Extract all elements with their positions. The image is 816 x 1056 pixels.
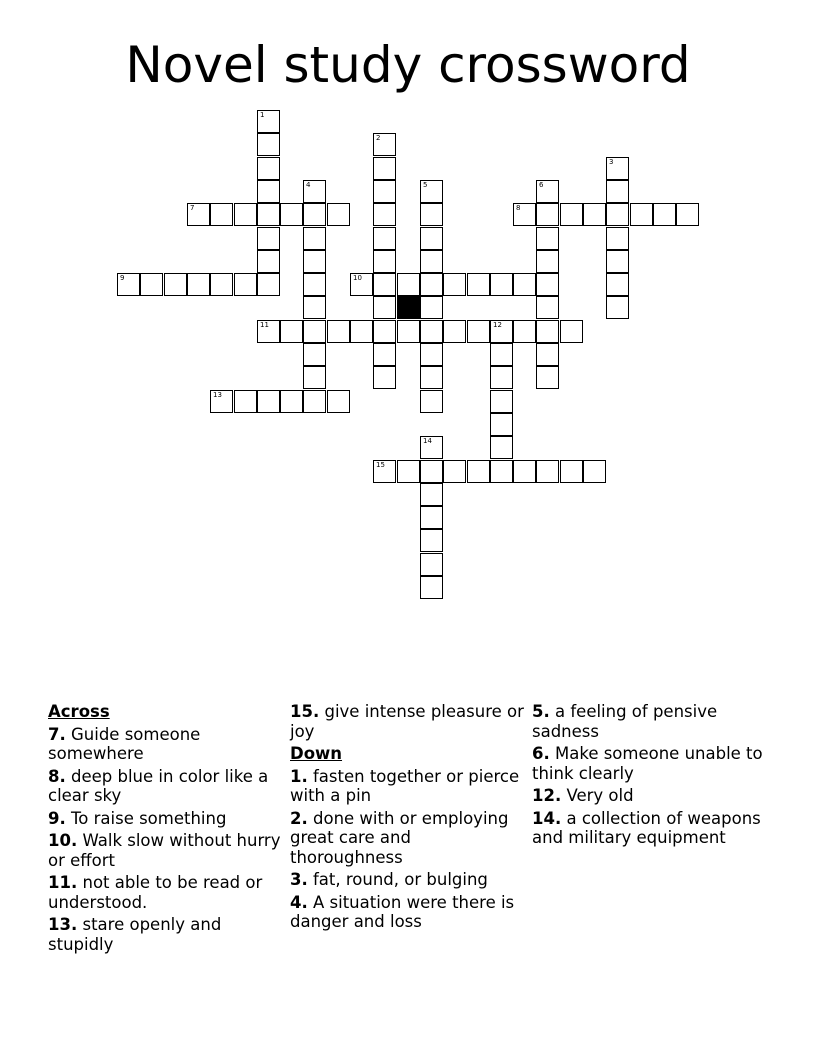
cell-input[interactable] [444,322,465,343]
clue-text: not able to be read or understood. [48,873,263,912]
grid-cell[interactable] [606,273,629,296]
clue-text: a feeling of pensive sadness [532,702,718,741]
cell-input[interactable] [258,182,279,203]
cell-input[interactable] [421,368,442,389]
grid-cell[interactable] [420,390,443,413]
cell-input[interactable] [141,275,162,296]
cell-number: 5 [423,181,428,189]
grid-cell[interactable] [536,320,559,343]
cell-input[interactable] [281,322,302,343]
grid-cell[interactable] [420,343,443,366]
grid-cell[interactable] [420,460,443,483]
grid-cell[interactable] [583,203,606,226]
cell-input[interactable] [654,205,675,226]
cell-input[interactable] [491,368,512,389]
cell-input[interactable] [537,252,558,273]
clue-text: Guide someone somewhere [48,724,201,763]
grid-cell[interactable] [560,203,583,226]
grid-cell[interactable] [257,133,280,156]
cell-input[interactable] [235,275,256,296]
grid-cell[interactable] [303,250,326,273]
cell-number: 2 [376,134,381,142]
cell-input[interactable] [421,578,442,599]
cell-input[interactable] [421,205,442,226]
cell-input[interactable] [281,205,302,226]
clues-column-3 [532,702,768,851]
cell-input[interactable] [537,345,558,366]
cell-input[interactable] [537,322,558,343]
clue-across-9 [48,809,284,829]
grid-cell[interactable] [210,390,233,413]
clue-text: Very old [566,786,634,805]
grid-cell[interactable] [257,227,280,250]
grid-cell[interactable] [467,320,490,343]
grid-cell[interactable] [397,320,420,343]
clue-down-5 [532,702,768,741]
grid-cell[interactable] [420,436,443,459]
grid-cell[interactable] [420,366,443,389]
grid-cell[interactable] [210,273,233,296]
cell-input[interactable] [607,298,628,319]
grid-cell[interactable] [373,157,396,180]
cell-input[interactable] [374,322,395,343]
cell-input[interactable] [584,462,605,483]
cell-input[interactable] [258,275,279,296]
clue-down-4 [290,893,526,932]
clue-number: 6. [532,744,550,763]
cell-input[interactable] [631,205,652,226]
cell-input[interactable] [211,205,232,226]
grid-cell[interactable] [490,413,513,436]
cell-input[interactable] [328,392,349,413]
cell-input[interactable] [421,229,442,250]
cell-input[interactable] [235,205,256,226]
grid-cell[interactable] [327,203,350,226]
cell-input[interactable] [258,252,279,273]
clue-text: Walk slow without hurry or effort [48,831,281,870]
grid-cell[interactable] [257,320,280,343]
cell-input[interactable] [374,135,395,156]
blocked-cell [397,296,420,319]
clue-down-3 [290,870,526,890]
grid-cell[interactable] [420,483,443,506]
grid-cell[interactable] [536,180,559,203]
cell-input[interactable] [491,322,512,343]
grid-cell[interactable] [420,529,443,552]
cell-input[interactable] [537,229,558,250]
cell-input[interactable] [537,205,558,226]
grid-cell[interactable] [490,320,513,343]
clue-down-2 [290,809,526,868]
grid-cell[interactable] [490,343,513,366]
grid-cell[interactable] [443,273,466,296]
cell-input[interactable] [188,205,209,226]
cell-input[interactable] [211,275,232,296]
cell-input[interactable] [258,229,279,250]
clue-across-15 [290,702,526,741]
cell-input[interactable] [211,392,232,413]
clue-text: stare openly and stupidly [48,915,222,954]
grid-cell[interactable] [257,203,280,226]
grid-cell[interactable] [420,203,443,226]
grid-cell[interactable] [676,203,699,226]
cell-input[interactable] [537,275,558,296]
cell-input[interactable] [561,462,582,483]
clue-number: 13. [48,915,78,934]
grid-cell[interactable] [443,320,466,343]
grid-cell[interactable] [303,203,326,226]
clue-number: 3. [290,870,308,889]
cell-number: 1 [260,111,265,119]
cell-input[interactable] [258,112,279,133]
cell-input[interactable] [374,205,395,226]
cell-input[interactable] [258,135,279,156]
grid-cell[interactable] [420,296,443,319]
cell-input[interactable] [374,298,395,319]
clue-number: 2. [290,808,308,828]
cell-input[interactable] [607,182,628,203]
grid-cell[interactable] [536,250,559,273]
grid-cell[interactable] [373,366,396,389]
grid-cell[interactable] [303,227,326,250]
cell-input[interactable] [188,275,209,296]
cell-input[interactable] [491,392,512,413]
cell-input[interactable] [607,252,628,273]
grid-cell[interactable] [420,506,443,529]
cell-input[interactable] [351,275,372,296]
clue-text: a collection of weapons and military equipment [532,808,761,847]
grid-cell[interactable] [536,460,559,483]
grid-cell[interactable] [280,203,303,226]
clue-across-7 [48,725,284,764]
grid-cell[interactable] [257,110,280,133]
clue-number: 4. [290,892,308,912]
cell-input[interactable] [421,182,442,203]
cell-input[interactable] [421,438,442,459]
clues-column-2 [290,702,526,935]
cell-number: 10 [353,274,362,282]
grid-cell[interactable] [350,320,373,343]
cell-input[interactable] [514,205,535,226]
clue-down-12 [532,786,768,806]
clue-text: give intense pleasure or joy [290,702,524,741]
grid-cell[interactable] [513,460,536,483]
clue-number: 14. [532,808,562,828]
grid-cell[interactable] [234,203,257,226]
grid-cell[interactable] [653,203,676,226]
grid-cell[interactable] [490,460,513,483]
clue-number: 7. [48,724,66,744]
grid-cell[interactable] [606,227,629,250]
grid-cell[interactable] [280,390,303,413]
cell-input[interactable] [514,275,535,296]
grid-cell[interactable] [536,203,559,226]
cell-input[interactable] [537,462,558,483]
cell-number: 3 [609,158,614,166]
grid-cell[interactable] [420,227,443,250]
cell-input[interactable] [281,392,302,413]
cell-input[interactable] [258,159,279,180]
grid-cell[interactable] [630,203,653,226]
grid-cell[interactable] [420,576,443,599]
cell-input[interactable] [351,322,372,343]
cell-input[interactable] [421,275,442,296]
grid-cell[interactable] [350,273,373,296]
cell-input[interactable] [304,298,325,319]
grid-cell[interactable] [536,366,559,389]
grid-cell[interactable] [257,390,280,413]
grid-cell[interactable] [303,180,326,203]
grid-cell[interactable] [490,273,513,296]
cell-number: 9 [120,274,125,282]
cell-input[interactable] [398,322,419,343]
cell-input[interactable] [444,275,465,296]
grid-cell[interactable] [327,320,350,343]
grid-cell[interactable] [373,296,396,319]
cell-input[interactable] [537,298,558,319]
grid-cell[interactable] [140,273,163,296]
clue-text: done with or employing great care and thoroughness [290,808,509,867]
down-heading: Down [290,744,343,763]
grid-cell[interactable] [373,273,396,296]
cell-number: 8 [516,204,521,212]
cell-input[interactable] [607,229,628,250]
cell-input[interactable] [374,229,395,250]
clue-across-8 [48,767,284,806]
grid-cell[interactable] [257,157,280,180]
grid-cell[interactable] [210,203,233,226]
cell-input[interactable] [607,205,628,226]
clue-text: To raise something [71,808,227,828]
grid-cell[interactable] [234,390,257,413]
grid-cell[interactable] [187,203,210,226]
grid-cell[interactable] [420,180,443,203]
clue-number: 15. [290,702,320,721]
grid-cell[interactable] [327,390,350,413]
grid-cell[interactable] [606,296,629,319]
cell-input[interactable] [561,205,582,226]
cell-input[interactable] [468,275,489,296]
cell-input[interactable] [421,392,442,413]
grid-cell[interactable] [280,320,303,343]
cell-input[interactable] [421,298,442,319]
cell-input[interactable] [304,252,325,273]
cell-input[interactable] [304,275,325,296]
grid-cell[interactable] [467,273,490,296]
across-heading: Across [48,702,110,721]
cell-input[interactable] [165,275,186,296]
cell-input[interactable] [537,182,558,203]
cell-input[interactable] [374,345,395,366]
clue-across-11 [48,873,284,912]
cell-input[interactable] [258,205,279,226]
cell-input[interactable] [421,345,442,366]
grid-cell[interactable] [397,273,420,296]
grid-cell[interactable] [373,250,396,273]
cell-input[interactable] [421,531,442,552]
clue-text: fat, round, or bulging [313,870,488,889]
cell-input[interactable] [491,462,512,483]
cell-input[interactable] [304,392,325,413]
cell-number: 12 [493,321,502,329]
cell-input[interactable] [468,462,489,483]
cell-input[interactable] [374,462,395,483]
grid-cell[interactable] [234,273,257,296]
grid-cell[interactable] [420,273,443,296]
grid-cell[interactable] [164,273,187,296]
grid-cell[interactable] [490,436,513,459]
grid-cell[interactable] [373,343,396,366]
cell-input[interactable] [304,182,325,203]
cell-input[interactable] [607,275,628,296]
grid-cell[interactable] [373,203,396,226]
cell-number: 4 [306,181,311,189]
cell-input[interactable] [398,462,419,483]
cell-input[interactable] [258,392,279,413]
grid-cell[interactable] [257,180,280,203]
grid-cell[interactable] [467,460,490,483]
cell-input[interactable] [421,322,442,343]
grid-cell[interactable] [513,273,536,296]
cell-input[interactable] [491,438,512,459]
cell-input[interactable] [304,368,325,389]
grid-cell[interactable] [303,343,326,366]
cell-input[interactable] [584,205,605,226]
cell-input[interactable] [421,485,442,506]
clue-number: 1. [290,766,308,786]
grid-cell[interactable] [373,320,396,343]
cell-input[interactable] [421,462,442,483]
clue-across-13 [48,915,284,954]
cell-input[interactable] [491,345,512,366]
clues-column-1 [48,702,284,957]
grid-cell[interactable] [303,296,326,319]
grid-cell[interactable] [373,133,396,156]
clue-number: 9. [48,808,66,828]
cell-input[interactable] [328,205,349,226]
cell-number: 14 [423,437,432,445]
grid-cell[interactable] [257,250,280,273]
cell-input[interactable] [235,392,256,413]
cell-input[interactable] [304,322,325,343]
cell-number: 11 [260,321,269,329]
cell-input[interactable] [444,462,465,483]
grid-cell[interactable] [257,273,280,296]
cell-input[interactable] [374,182,395,203]
cell-input[interactable] [491,415,512,436]
grid-cell[interactable] [373,460,396,483]
grid-cell[interactable] [303,320,326,343]
grid-cell[interactable] [303,273,326,296]
cell-input[interactable] [561,322,582,343]
clue-text: Make someone unable to think clearly [532,744,763,783]
grid-cell[interactable] [606,250,629,273]
grid-cell[interactable] [490,390,513,413]
grid-cell[interactable] [117,273,140,296]
grid-cell[interactable] [443,460,466,483]
clue-text: A situation were there is danger and loss [290,892,515,931]
cell-input[interactable] [514,462,535,483]
cell-number: 6 [539,181,544,189]
grid-cell[interactable] [303,366,326,389]
grid-cell[interactable] [536,227,559,250]
cell-input[interactable] [677,205,698,226]
cell-input[interactable] [491,275,512,296]
grid-cell[interactable] [420,250,443,273]
grid-cell[interactable] [536,273,559,296]
clue-down-6 [532,744,768,783]
cell-input[interactable] [421,252,442,273]
clue-down-14 [532,809,768,848]
cell-input[interactable] [607,159,628,180]
clue-text: deep blue in color like a clear sky [48,766,269,805]
clue-down-1 [290,767,526,806]
cell-input[interactable] [374,252,395,273]
cell-input[interactable] [421,555,442,576]
cell-input[interactable] [374,368,395,389]
cell-input[interactable] [514,322,535,343]
grid-cell[interactable] [606,203,629,226]
grid-cell[interactable] [513,320,536,343]
clue-text: fasten together or pierce with a pin [290,766,520,805]
cell-number: 15 [376,461,385,469]
grid-cell[interactable] [420,320,443,343]
cell-input[interactable] [374,159,395,180]
cell-number: 7 [190,204,195,212]
grid-cell[interactable] [583,460,606,483]
cell-input[interactable] [304,345,325,366]
grid-cell[interactable] [606,180,629,203]
grid-cell[interactable] [397,460,420,483]
clue-number: 11. [48,873,78,892]
cell-input[interactable] [304,205,325,226]
cell-input[interactable] [258,322,279,343]
grid-cell[interactable] [303,390,326,413]
grid-cell[interactable] [187,273,210,296]
grid-cell[interactable] [560,320,583,343]
cell-input[interactable] [328,322,349,343]
cell-input[interactable] [537,368,558,389]
cell-input[interactable] [118,275,139,296]
grid-cell[interactable] [490,366,513,389]
grid-cell[interactable] [373,180,396,203]
grid-cell[interactable] [536,343,559,366]
clue-number: 8. [48,766,66,786]
page-title: Novel study crossword [125,36,691,94]
clue-number: 12. [532,786,562,805]
grid-cell[interactable] [373,227,396,250]
clue-number: 5. [532,702,550,721]
grid-cell[interactable] [606,157,629,180]
clue-number: 10. [48,831,78,850]
grid-cell[interactable] [536,296,559,319]
cell-input[interactable] [304,229,325,250]
cell-input[interactable] [398,275,419,296]
clue-across-10 [48,831,284,870]
grid-cell[interactable] [560,460,583,483]
cell-input[interactable] [374,275,395,296]
cell-input[interactable] [468,322,489,343]
cell-number: 13 [213,391,222,399]
grid-cell[interactable] [513,203,536,226]
cell-input[interactable] [421,508,442,529]
grid-cell[interactable] [420,553,443,576]
